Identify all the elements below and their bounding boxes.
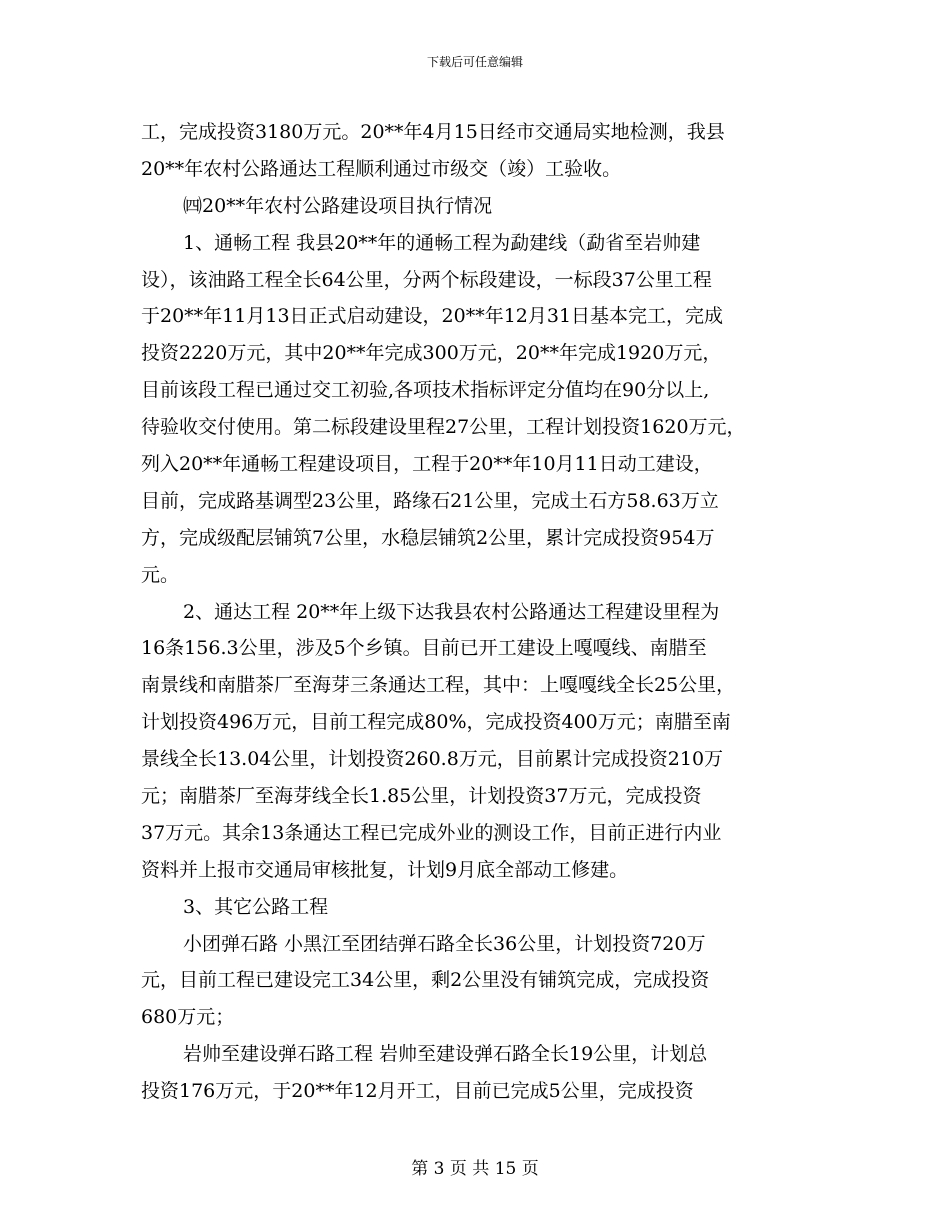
paragraph-line: 元。 [141, 563, 180, 586]
paragraph-line: 南景线和南腊茶厂至海芽三条通达工程，其中：上嘎嘎线全长25公里， [141, 674, 736, 697]
paragraph-line: 16条156.3公里，涉及5个乡镇。目前已开工建设上嘎嘎线、南腊至 [141, 637, 707, 660]
paragraph-line: 20**年农村公路通达工程顺利通过市级交（竣）工验收。 [141, 157, 622, 180]
page-header: 下载后可任意编辑 [426, 55, 523, 69]
paragraph-line: 设），该油路工程全长64公里，分两个标段建设，一标段37公里工程 [141, 268, 712, 291]
paragraph-line: 680万元； [141, 1006, 235, 1029]
paragraph-line: 景线全长13.04公里，计划投资260.8万元，目前累计完成投资210万 [141, 748, 724, 771]
paragraph-line: 资料并上报市交通局审核批复，计划9月底全部动工修建。 [141, 858, 629, 881]
paragraph-line: 列入20**年通畅工程建设项目，工程于20**年10月11日动工建设， [141, 453, 713, 476]
paragraph-line: 投资2220万元，其中20**年完成300万元，20**年完成1920万元， [141, 342, 722, 365]
paragraph-line: 岩帅至建设弹石路工程 岩帅至建设弹石路全长19公里，计划总 [183, 1043, 708, 1066]
paragraph-line: 于20**年11月13日正式启动建设，20**年12月31日基本完工，完成 [141, 305, 724, 328]
paragraph-line: 1、通畅工程 我县20**年的通畅工程为勐建线（勐省至岩帅建 [183, 231, 701, 254]
section-heading: 3、其它公路工程 [183, 895, 329, 918]
paragraph-line: 元；南腊茶厂至海芽线全长1.85公里，计划投资37万元，完成投资 [141, 785, 702, 808]
paragraph-line: 小团弹石路 小黑江至团结弹石路全长36公里，计划投资720万 [183, 932, 706, 955]
paragraph-line: 2、通达工程 20**年上级下达我县农村公路通达工程建设里程为 [183, 600, 720, 623]
paragraph-line: 计划投资496万元，目前工程完成80%，完成投资400万元；南腊至南 [141, 711, 731, 734]
page-number-footer: 第 3 页 共 15 页 [411, 1159, 539, 1179]
paragraph-line: 目前该段工程已通过交工初验,各项技术指标评定分值均在90分以上, [141, 379, 710, 402]
section-heading: ㈣20**年农村公路建设项目执行情况 [183, 194, 493, 217]
paragraph-line: 待验收交付使用。第二标段建设里程27公里，工程计划投资1620万元， [141, 416, 746, 439]
paragraph-line: 投资176万元，于20**年12月开工，目前已完成5公里，完成投资 [141, 1080, 694, 1103]
paragraph-line: 37万元。其余13条通达工程已完成外业的测设工作，目前正进行内业 [141, 821, 722, 844]
paragraph-line: 工，完成投资3180万元。20**年4月15日经市交通局实地检测，我县 [141, 121, 725, 143]
paragraph-line: 元，目前工程已建设完工34公里，剩2公里没有铺筑完成，完成投资 [141, 969, 710, 992]
paragraph-line: 方，完成级配层铺筑7公里，水稳层铺筑2公里，累计完成投资954万 [141, 526, 715, 549]
document-body [141, 114, 831, 1110]
paragraph-line: 目前，完成路基调型23公里，路缘石21公里，完成土石方58.63万立 [141, 489, 719, 512]
